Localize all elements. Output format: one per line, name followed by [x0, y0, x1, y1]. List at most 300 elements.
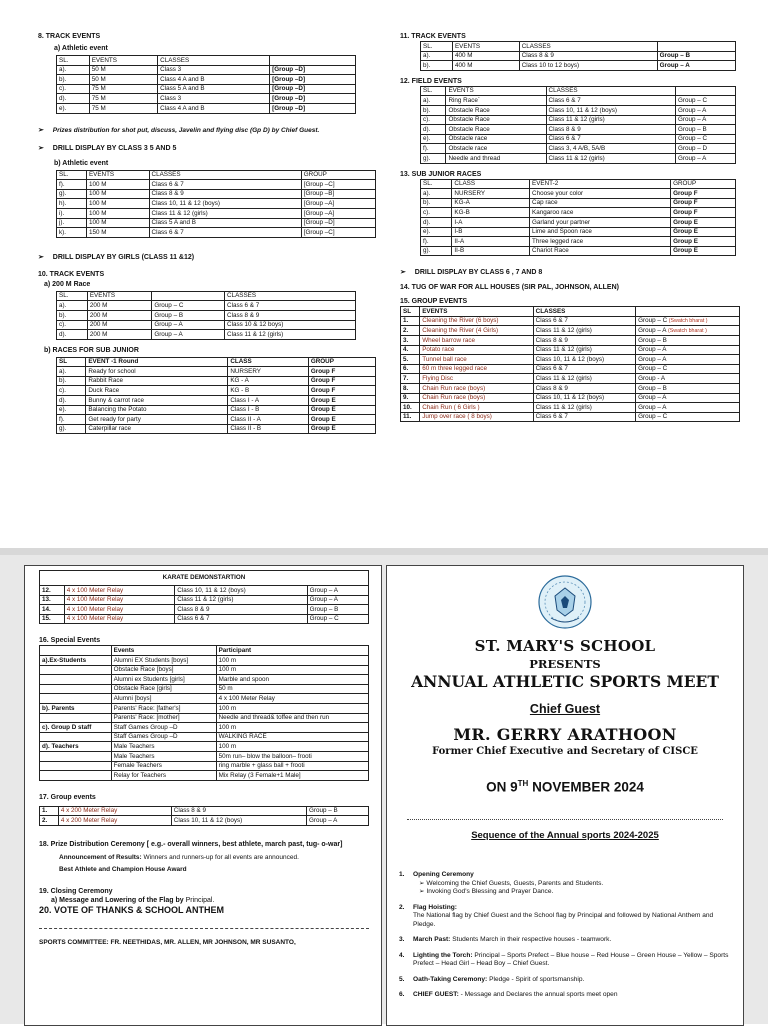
table-cell: Class 11 & 12 (girls): [175, 595, 307, 605]
table-row: [57, 415, 376, 425]
section-17-title: 17. Group events: [39, 793, 96, 801]
table-cell: Class 10, 11 & 12 (boys): [533, 393, 636, 403]
table-cell: [40, 771, 112, 781]
table-cell: Group E: [308, 405, 375, 415]
group-relay-table: [39, 806, 369, 826]
table-cell: [636, 345, 740, 355]
table-row: [40, 675, 369, 685]
table-cell: Class 11 & 12 (girls): [225, 330, 356, 340]
table-cell: Class 6 & 7: [225, 301, 356, 311]
table-cell: 75 M: [89, 84, 157, 94]
table-cell: Class 11 & 12 (girls): [533, 345, 636, 355]
sequence-content: [413, 976, 734, 985]
table-row: [421, 227, 736, 237]
table-cell: [Group –D]: [270, 84, 356, 94]
sequence-item: [399, 936, 734, 945]
table-cell: Class 6 & 7: [175, 614, 307, 624]
sequence-content: [413, 871, 734, 897]
event-title: ANNUAL ATHLETIC SPORTS MEET: [411, 672, 719, 691]
best-athlete-award: Best Athlete and Champion House Award: [59, 865, 187, 873]
table-cell: Needle and thread& toffee and then run: [216, 713, 368, 723]
table-cell: Obstacle race: [446, 144, 546, 154]
table-cell: Potato race: [420, 345, 533, 355]
table-row: [57, 208, 376, 218]
table-cell: Class 5 A and B: [158, 84, 270, 94]
results-announcement: [59, 854, 369, 861]
table-cell: Staff Games Group –D: [111, 723, 216, 733]
table-cell: KG - B: [228, 386, 309, 396]
table-row: [57, 301, 356, 311]
table-cell: Group – C: [675, 96, 735, 106]
table-cell: 11.: [401, 412, 420, 422]
column-header: EVENTS: [446, 86, 546, 96]
table-row: [421, 61, 736, 71]
table-row: [421, 217, 736, 227]
race-200m-table: [56, 291, 356, 340]
section-16-title: 16. Special Events: [39, 637, 101, 645]
sequence-content: [413, 904, 734, 930]
sequence-item: [399, 904, 734, 930]
table-cell: Obstacle Race: [446, 115, 546, 125]
table-cell: d). Teachers: [40, 742, 112, 752]
table-cell: 10.: [401, 403, 420, 413]
table-cell: [636, 355, 740, 365]
table-cell: Class 6 & 7: [533, 364, 636, 374]
table-cell: d).: [421, 217, 452, 227]
table-cell: Group F: [308, 367, 375, 377]
table-cell: Wheel barrow race: [420, 336, 533, 346]
sequence-number: 4.: [399, 951, 405, 959]
table-cell: c).: [57, 84, 90, 94]
table-cell: 400 M: [452, 51, 519, 61]
table-header-row: [40, 646, 369, 656]
table-cell: Alumni [boys]: [111, 694, 216, 704]
table-cell: Jump over race ( 8 boys): [420, 412, 533, 422]
table-row: [40, 614, 369, 624]
table-cell: Lime and Spoon race: [530, 227, 671, 237]
table-cell: I-B: [452, 227, 530, 237]
sequence-item: [399, 991, 734, 1000]
results-text: Winners and runners-up for all events are announced.: [141, 853, 299, 861]
table-cell: Group E: [671, 237, 736, 247]
table-header-row: [401, 307, 740, 317]
section-8b-subtitle: b) Athletic event: [54, 159, 109, 167]
table-cell: KG-B: [452, 208, 530, 218]
table-row: [401, 393, 740, 403]
table-cell: d).: [57, 94, 90, 104]
table-cell: Group – A: [152, 320, 225, 330]
table-cell: 4 x 200 Meter Relay: [58, 806, 171, 816]
table-cell: Cleaning the River (6 boys): [420, 316, 533, 326]
table-cell: Staff Games Group –D: [111, 732, 216, 742]
table-row: [57, 65, 356, 75]
table-row: [421, 237, 736, 247]
table-cell: Group – A: [657, 61, 735, 71]
table-cell: g).: [421, 153, 446, 163]
column-header: SL.: [57, 56, 90, 66]
sub-junior-races-subtitle: b) RACES FOR SUB JUNIOR: [44, 346, 139, 354]
table-cell: Flying Disc: [420, 374, 533, 384]
table-row: [401, 345, 740, 355]
table-cell: Group – A: [675, 105, 735, 115]
drill-display-2-text: DRILL DISPLAY BY GIRLS (CLASS 11 &12): [52, 253, 195, 261]
table-cell: Obstacle Race [boys]: [111, 665, 216, 675]
column-header: CLASSES: [519, 42, 657, 52]
table-cell: Class II - B: [228, 424, 309, 434]
arrow-icon: ➢: [419, 888, 427, 895]
table-cell: [636, 326, 740, 336]
table-cell: a).: [57, 301, 88, 311]
page1-left-column: [38, 32, 378, 434]
table-cell: 2.: [40, 816, 59, 826]
table-cell: k).: [57, 228, 87, 238]
column-header: CLASSES: [225, 291, 356, 301]
table-cell: 60 m three legged race: [420, 364, 533, 374]
table-cell: c).: [57, 320, 88, 330]
sequence-number: 3.: [399, 936, 405, 943]
table-row: [40, 816, 369, 826]
table-cell: Class I - B: [228, 405, 309, 415]
table-cell: [40, 732, 112, 742]
sequence-text: Principal – Sports Prefect – Blue house – Red House – Green House – Yellow – Sports Prefect – Head Girl – Head Boy – Chief Guest.: [413, 951, 729, 967]
table-cell: Class 8 & 9: [171, 806, 306, 816]
table-cell: Chain Run race (boys): [420, 384, 533, 394]
table-cell: c).: [421, 115, 446, 125]
table-cell: 4 x 100 Meter Relay: [64, 586, 175, 596]
table-cell: Class 11 & 12 (girls): [149, 208, 301, 218]
table-cell: Group – B: [152, 310, 225, 320]
table-cell: 100 m: [216, 742, 368, 752]
swatch-bharat-note: (Swatch bharat ): [666, 327, 707, 334]
table-row: [401, 384, 740, 394]
table-row: [421, 115, 736, 125]
table-cell: Group – C: [307, 614, 368, 624]
table-cell: [Group –C]: [301, 180, 375, 190]
table-cell: Relay for Teachers: [111, 771, 216, 781]
column-header: GROUP: [671, 179, 736, 189]
table-cell: 8.: [401, 384, 420, 394]
table-row: [57, 310, 356, 320]
column-header: EVENTS: [89, 56, 157, 66]
column-header: CLASSES: [546, 86, 675, 96]
table-cell: [636, 336, 740, 346]
table-row: [401, 336, 740, 346]
table-row: [40, 595, 369, 605]
table-cell: Obstacle Race [girls]: [111, 684, 216, 694]
table-cell: g).: [57, 189, 87, 199]
closing-flag-text: a) Message and Lowering of the Flag by: [51, 896, 184, 904]
table-row: [57, 199, 376, 209]
table-cell: Marble and spoon: [216, 675, 368, 685]
table-cell: c).: [57, 386, 86, 396]
table-row: [57, 405, 376, 415]
table-row: [57, 386, 376, 396]
table-cell: 9.: [401, 393, 420, 403]
table-cell: Group – B: [306, 806, 368, 816]
column-header: SL.: [421, 86, 446, 96]
table-cell: d).: [57, 396, 86, 406]
table-cell: Ready for school: [86, 367, 228, 377]
column-header: CLASSES: [149, 170, 301, 180]
table-cell: Cleaning the River (4 Girls): [420, 326, 533, 336]
table-cell: Bunny & carrot race: [86, 396, 228, 406]
table-row: [40, 751, 369, 761]
table-row: [421, 208, 736, 218]
table-cell: Group E: [308, 415, 375, 425]
table-cell: Male Teachers: [111, 742, 216, 752]
table-cell: Group – A: [307, 595, 368, 605]
table-cell: ring marble + glass ball + frooti: [216, 761, 368, 771]
table-header-row: [57, 291, 356, 301]
table-cell: Class 6 & 7: [533, 412, 636, 422]
table-cell: [636, 412, 740, 422]
table-row: [57, 396, 376, 406]
table-cell: b).: [57, 310, 88, 320]
chief-guest-name: MR. GERRY ARATHOON: [453, 725, 677, 744]
section-14-title: 14. TUG OF WAR FOR ALL HOUSES (SIR PAL, JOHNSON, ALLEN): [400, 284, 619, 292]
table-row: [401, 403, 740, 413]
table-cell: Chariot Race: [530, 246, 671, 256]
sequence-label: Flag Hoisting:: [413, 903, 457, 911]
table-cell: 1.: [40, 806, 59, 816]
table-cell: Class 10 & 12 boys): [225, 320, 356, 330]
sequence-number: 1.: [399, 871, 405, 878]
section-20-title: 20. VOTE OF THANKS & SCHOOL ANTHEM: [39, 904, 225, 915]
presents-label: PRESENTS: [529, 657, 601, 671]
sequence-number: 5.: [399, 975, 405, 983]
table-row: [57, 218, 376, 228]
table-row: [40, 723, 369, 733]
table-cell: [636, 403, 740, 413]
group-events-table: [400, 306, 740, 422]
column-header: [636, 307, 740, 317]
table-cell: [636, 364, 740, 374]
table-cell: 4 x 100 Meter Relay: [64, 605, 175, 615]
column-header: GROUP: [308, 357, 375, 367]
sub-junior-races-table: [56, 357, 376, 435]
sequence-divider: [407, 819, 723, 820]
table-cell: Class 11 & 12 (girls): [533, 374, 636, 384]
table-cell: [636, 384, 740, 394]
table-row: [421, 246, 736, 256]
table-cell: h).: [57, 199, 87, 209]
table-cell: Caterpillar race: [86, 424, 228, 434]
table-cell: Class 10, 11 & 12 (boys): [533, 355, 636, 365]
table-cell: Chain Run ( 6 Girls ): [420, 403, 533, 413]
table-cell: Class 11 & 12 (girls): [546, 153, 675, 163]
column-header: [675, 86, 735, 96]
table-row: [57, 103, 356, 113]
table-cell: [Group –D]: [270, 103, 356, 113]
table-row: [40, 806, 369, 816]
table-cell: 150 M: [86, 228, 149, 238]
committee-divider: [39, 928, 369, 929]
section-13-title: 13. SUB JUNIOR RACES: [400, 170, 482, 178]
table-cell: e).: [421, 134, 446, 144]
table-cell: Balancing the Potato: [86, 405, 228, 415]
table-cell: Class 8 & 9: [175, 605, 307, 615]
table-row: [401, 326, 740, 336]
table-cell: 4 x 100 Meter Relay: [216, 694, 368, 704]
table-cell: Obstacle Race: [446, 125, 546, 135]
sequence-line: [413, 991, 734, 1000]
column-header: EVENTS: [452, 42, 519, 52]
table-cell: 100 M: [86, 208, 149, 218]
table-row: [40, 605, 369, 615]
table-cell: Choose your color: [530, 189, 671, 199]
track-events-table-a: [56, 55, 356, 114]
table-cell: [Group –D]: [270, 75, 356, 85]
table-cell: a).Ex-Students: [40, 655, 112, 665]
event-date-day: ON 9: [486, 779, 518, 795]
sequence-content: [413, 936, 734, 945]
table-row: [40, 694, 369, 704]
group-label: Group – C: [638, 316, 668, 324]
table-cell: 200 M: [87, 301, 151, 311]
sequence-number: 6.: [399, 991, 405, 998]
sequence-line: [413, 976, 734, 985]
table-row: [421, 134, 736, 144]
table-cell: 4 x 200 Meter Relay: [58, 816, 171, 826]
table-cell: 12.: [40, 586, 65, 596]
table-cell: Class 10, 11 & 12 (boys): [149, 199, 301, 209]
table-cell: 4 x 100 Meter Relay: [64, 614, 175, 624]
table-cell: Class 10 to 12 boys): [519, 61, 657, 71]
table-row: [57, 228, 376, 238]
group-label: Group – A: [638, 394, 667, 402]
table-cell: f).: [421, 237, 452, 247]
table-cell: 100 m: [216, 665, 368, 675]
column-header: GROUP: [301, 170, 375, 180]
column-header: SL.: [57, 170, 87, 180]
table-cell: 13.: [40, 595, 65, 605]
table-cell: Male Teachers: [111, 751, 216, 761]
table-cell: e).: [421, 227, 452, 237]
table-cell: [Group –C]: [301, 228, 375, 238]
section-10a-subtitle: a) 200 M Race: [44, 280, 91, 288]
group-label: Group – A: [638, 326, 667, 334]
table-cell: [40, 713, 112, 723]
sequence-item: [399, 952, 734, 969]
table-cell: b).: [421, 105, 446, 115]
table-cell: I-A: [452, 217, 530, 227]
table-cell: [Group –B]: [301, 189, 375, 199]
table-row: [421, 51, 736, 61]
table-cell: b).: [57, 376, 86, 386]
table-row: [57, 94, 356, 104]
table-cell: Obstacle race: [446, 134, 546, 144]
table-cell: Group – A: [152, 330, 225, 340]
table-cell: 6.: [401, 364, 420, 374]
table-row: [40, 742, 369, 752]
table-cell: Class 6 & 7: [533, 316, 636, 326]
table-row: [40, 665, 369, 675]
sub-junior-races-2-table: [420, 179, 736, 257]
table-cell: WALKING RACE: [216, 732, 368, 742]
table-cell: [40, 694, 112, 704]
table-cell: 3.: [401, 336, 420, 346]
table-cell: 100 m: [216, 703, 368, 713]
table-cell: Class 8 & 9: [546, 125, 675, 135]
table-cell: NURSERY: [452, 189, 530, 199]
table-cell: 4 x 100 Meter Relay: [64, 595, 175, 605]
drill-display-1-text: DRILL DISPLAY BY CLASS 3 5 AND 5: [52, 144, 177, 152]
drill-display-3-text: DRILL DISPLAY BY CLASS 6 , 7 AND 8: [414, 269, 543, 277]
table-cell: Group E: [671, 217, 736, 227]
table-cell: Group – A: [675, 115, 735, 125]
sequence-subitem-text: Welcoming the Chief Guests, Guests, Parents and Students.: [426, 879, 604, 887]
table-cell: Group E: [308, 396, 375, 406]
table-cell: Class 11 & 12 (girls): [533, 403, 636, 413]
sports-committee: SPORTS COMMITTEE: FR. NEETHIDAS, MR. ALLEN, MR JOHNSON, MR SUSANTO,: [39, 938, 296, 946]
sequence-label: Oath-Taking Ceremony:: [413, 975, 488, 983]
group-label: Group – A: [638, 403, 667, 411]
table-cell: 100 M: [86, 189, 149, 199]
table-cell: Class 3: [158, 65, 270, 75]
table-cell: b).: [421, 61, 453, 71]
sequence-subitem: [413, 880, 734, 889]
table-cell: a).: [421, 51, 453, 61]
table-cell: 5.: [401, 355, 420, 365]
table-cell: Mix Relay (3 Female+1 Male]: [216, 771, 368, 781]
table-cell: Group F: [308, 386, 375, 396]
table-cell: 4.: [401, 345, 420, 355]
karate-demonstration-heading: KARATE DEMONSTARTION: [40, 571, 369, 586]
sequence-content: [413, 952, 734, 969]
table-cell: e).: [57, 103, 90, 113]
column-header: EVENTS: [86, 170, 149, 180]
table-cell: Cap race: [530, 198, 671, 208]
column-header: SL.: [421, 42, 453, 52]
table-cell: 100 m: [216, 655, 368, 665]
table-cell: [40, 761, 112, 771]
table-header-row: [57, 170, 376, 180]
table-cell: Class 10, 11 & 12 (boys): [171, 816, 306, 826]
table-cell: [Group –A]: [301, 208, 375, 218]
group-label: Group – B: [638, 384, 667, 392]
table-cell: NURSERY: [228, 367, 309, 377]
sequence-text: Pledge - Spirit of sportsmanship.: [487, 975, 585, 983]
table-cell: Garland your partner: [530, 217, 671, 227]
sequence-subitem: [413, 888, 734, 897]
column-header: Events: [111, 646, 216, 656]
sequence-line: [413, 952, 734, 969]
column-header: Participant: [216, 646, 368, 656]
column-header: EVENT -1 Round: [86, 357, 228, 367]
table-cell: i).: [57, 208, 87, 218]
school-name: ST. MARY'S SCHOOL: [474, 637, 656, 655]
sequence-line: [413, 904, 734, 913]
column-header: [40, 646, 112, 656]
table-cell: [Group –D]: [270, 65, 356, 75]
group-label: Group – C: [638, 365, 668, 373]
closing-flag-message: [51, 896, 369, 905]
section-8-title: 8. TRACK EVENTS: [38, 33, 101, 40]
table-cell: b). Parents: [40, 703, 112, 713]
table-cell: Alumni ex Students [girls]: [111, 675, 216, 685]
column-header: CLASS: [228, 357, 309, 367]
section-8a-subtitle: a) Athletic event: [54, 45, 108, 52]
sequence-text: Students March in their respective houses - teamwork.: [450, 936, 612, 943]
table-cell: 100 M: [86, 199, 149, 209]
sequence-content: [413, 991, 734, 1000]
table-row: [421, 96, 736, 106]
table-row: [40, 703, 369, 713]
table-cell: 200 M: [87, 320, 151, 330]
column-header: [270, 56, 356, 66]
table-cell: II-A: [452, 237, 530, 247]
sequence-label: March Past:: [413, 936, 451, 943]
